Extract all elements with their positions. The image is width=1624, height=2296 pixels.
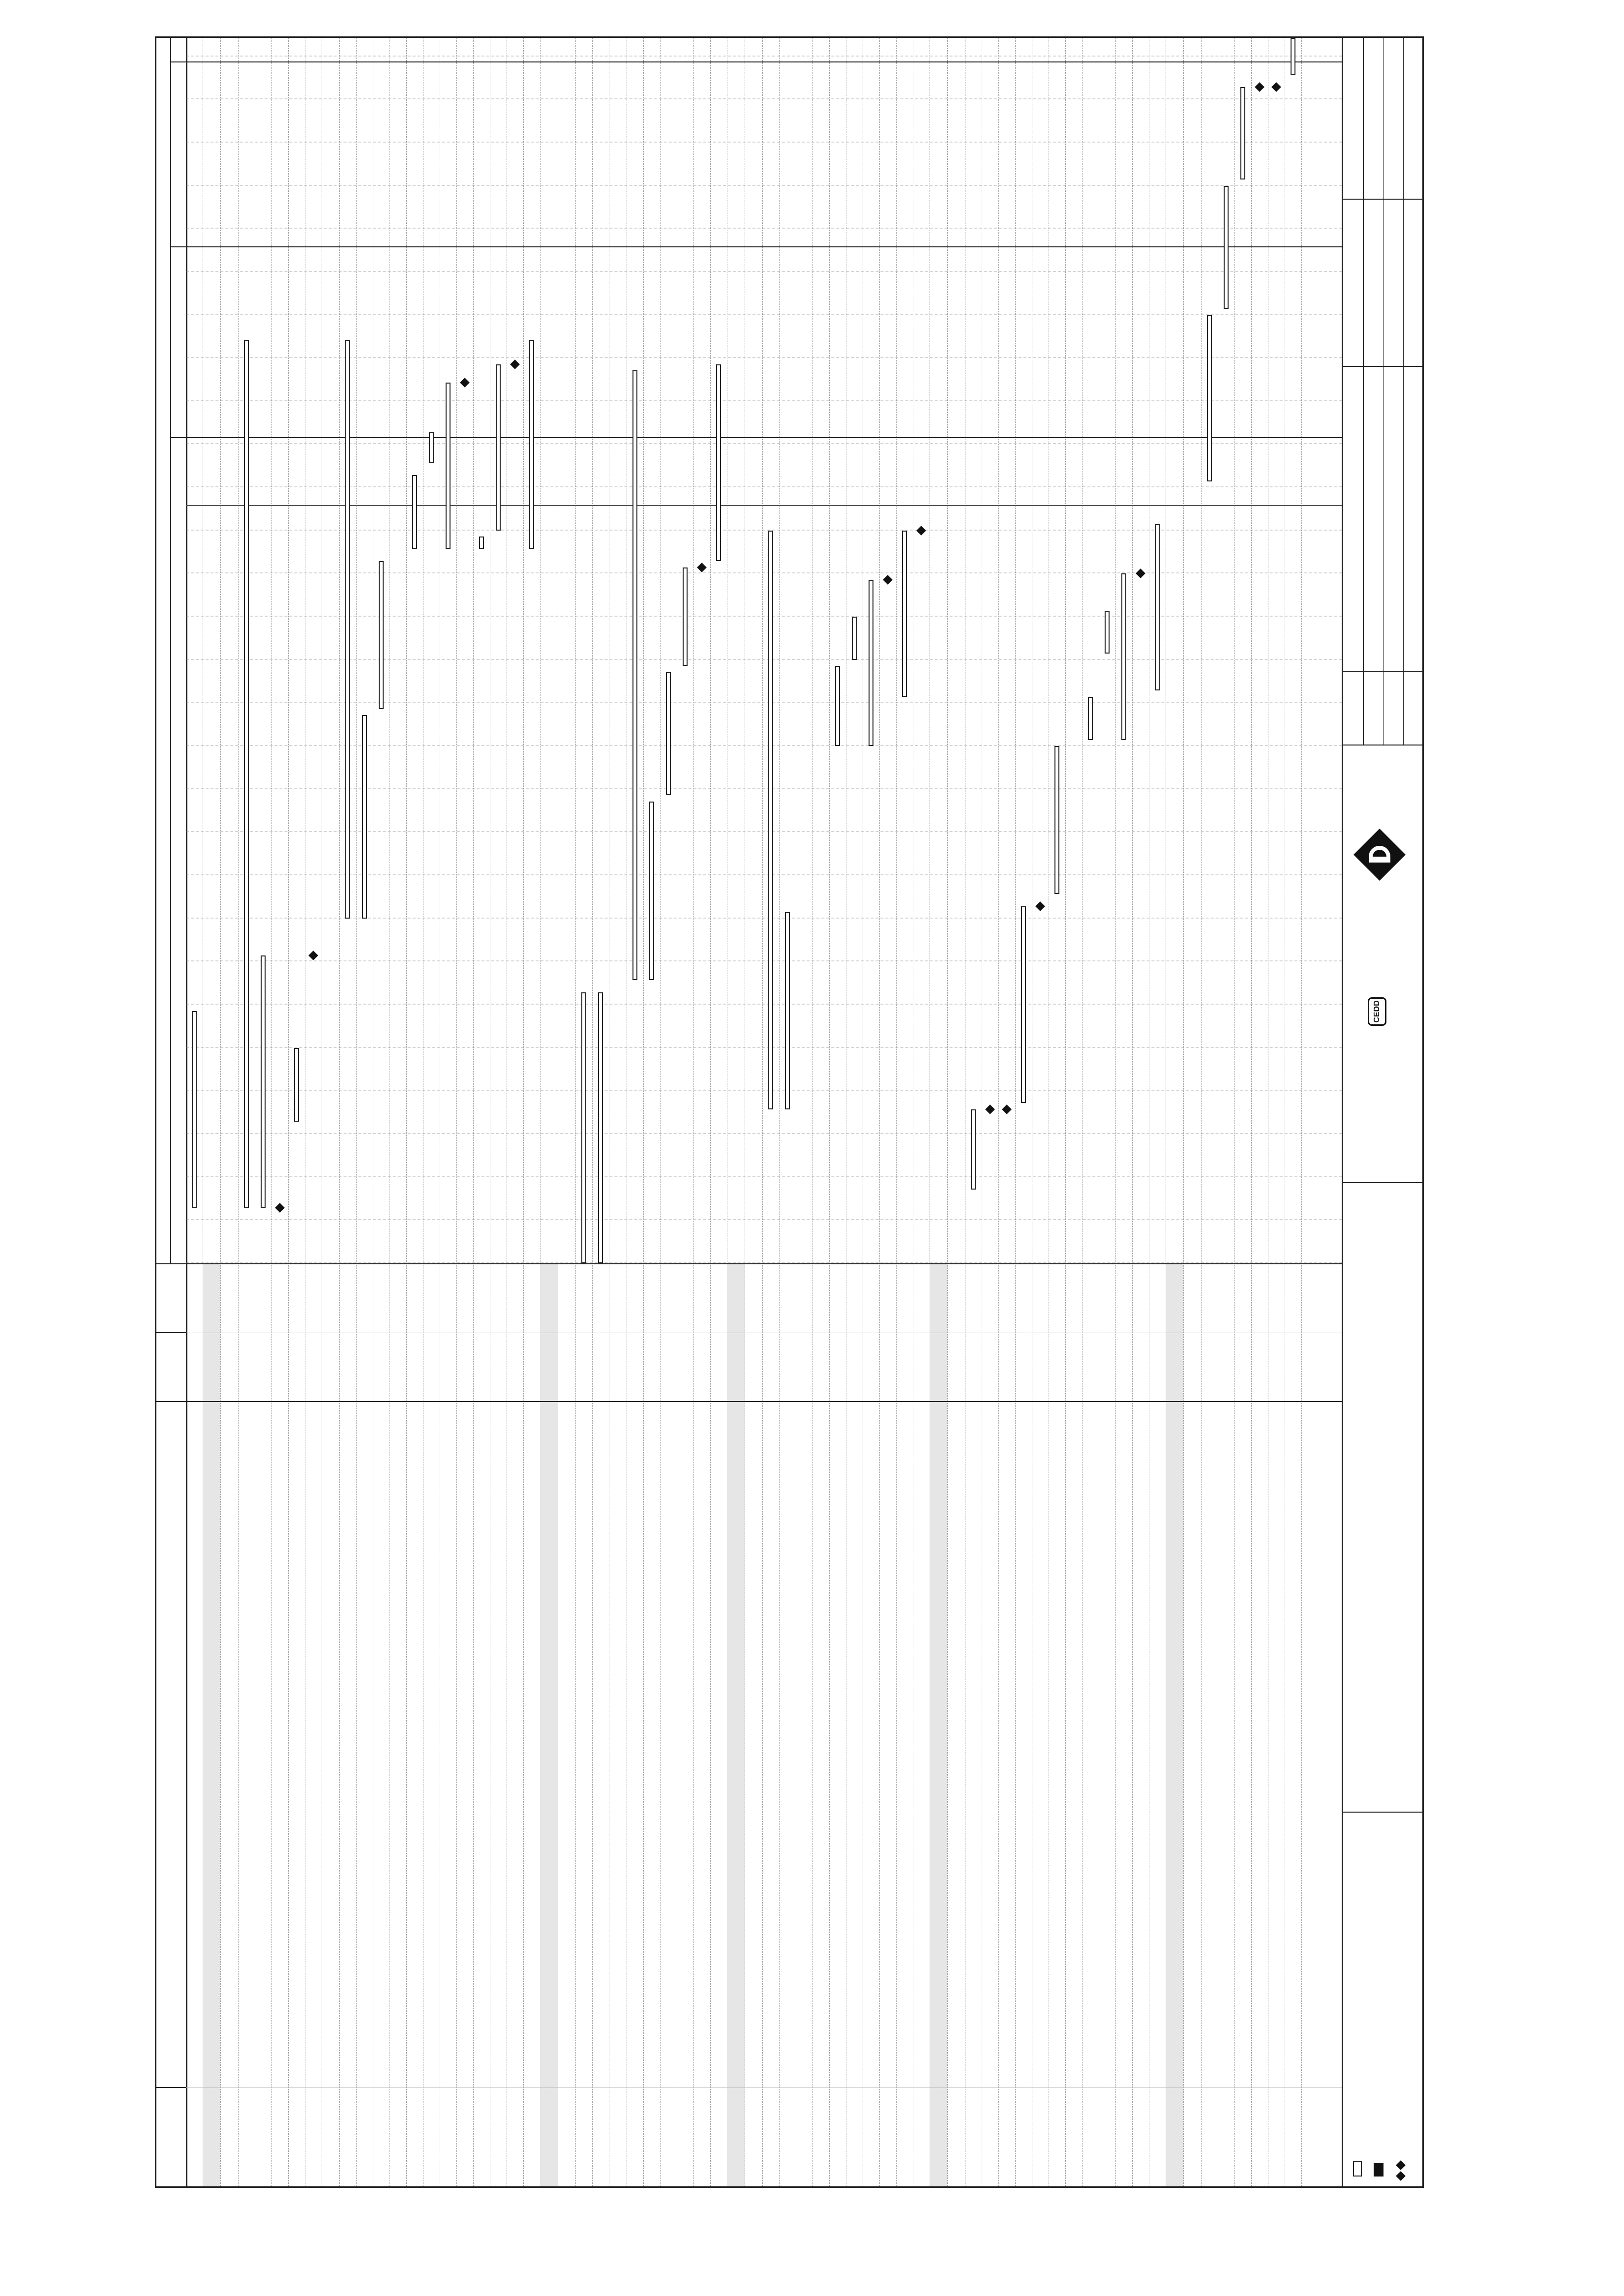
baseline-bar bbox=[1105, 611, 1110, 654]
week-gridline bbox=[186, 142, 1342, 143]
milestone-marker bbox=[1255, 82, 1264, 92]
baseline-bar bbox=[852, 617, 857, 660]
baseline-bar bbox=[1207, 315, 1212, 481]
week-gridline bbox=[186, 98, 1342, 99]
week-gridline bbox=[186, 56, 1342, 57]
month-divider bbox=[186, 61, 1342, 62]
section-band bbox=[930, 1264, 947, 2186]
milestone-marker bbox=[883, 575, 893, 585]
baseline-bar bbox=[768, 531, 773, 1109]
title-block bbox=[1343, 1182, 1424, 1813]
week-gridline bbox=[186, 1219, 1342, 1220]
week-gridline bbox=[186, 1090, 1342, 1091]
baseline-bar bbox=[785, 912, 790, 1109]
baseline-bar bbox=[835, 666, 840, 746]
week-gridline bbox=[186, 530, 1342, 531]
week-gridline bbox=[186, 1004, 1342, 1005]
baseline-bar bbox=[902, 531, 907, 697]
legend bbox=[1343, 1812, 1424, 2186]
baseline-bar bbox=[581, 992, 586, 1263]
baseline-bar bbox=[1224, 186, 1229, 309]
schedule-frame bbox=[155, 36, 1424, 2188]
week-gridline bbox=[186, 960, 1342, 961]
section-band bbox=[203, 1264, 220, 2186]
week-gridline bbox=[186, 788, 1342, 789]
milestone-icon bbox=[1396, 2160, 1406, 2170]
milestone-marker bbox=[697, 563, 707, 572]
week-gridline bbox=[186, 185, 1342, 186]
milestone-marker bbox=[275, 1203, 285, 1213]
week-gridline bbox=[186, 745, 1342, 746]
week-gridline bbox=[186, 486, 1342, 487]
milestone-marker bbox=[1002, 1104, 1012, 1114]
week-gridline bbox=[186, 702, 1342, 703]
week-gridline bbox=[186, 616, 1342, 617]
baseline-bar bbox=[294, 1048, 299, 1122]
milestone-marker bbox=[1271, 82, 1281, 92]
baseline-bar bbox=[496, 364, 501, 531]
week-gridline bbox=[186, 831, 1342, 832]
baseline-bar bbox=[479, 537, 484, 549]
baseline-bar bbox=[598, 992, 603, 1263]
baseline-bar bbox=[1121, 573, 1126, 740]
week-gridline bbox=[186, 314, 1342, 315]
week-gridline bbox=[186, 400, 1342, 401]
milestone-marker bbox=[1035, 901, 1045, 911]
gantt-chart bbox=[186, 38, 1342, 1263]
milestone-marker bbox=[510, 359, 520, 369]
week-gridline bbox=[186, 874, 1342, 875]
baseline-bar bbox=[683, 567, 688, 666]
baseline-bar bbox=[446, 383, 451, 549]
baseline-bar bbox=[529, 340, 534, 549]
baseline-bar bbox=[971, 1109, 976, 1190]
section-band bbox=[727, 1264, 745, 2186]
column-header bbox=[156, 38, 187, 2186]
baseline-bar bbox=[379, 561, 384, 709]
month-divider bbox=[170, 61, 186, 62]
baseline-bar bbox=[1155, 524, 1160, 690]
baseline-bar bbox=[1291, 38, 1295, 75]
baseline-bar bbox=[192, 1011, 197, 1208]
milestone-marker bbox=[916, 526, 926, 536]
baseline-swatch bbox=[1353, 2161, 1362, 2177]
baseline-bar bbox=[1088, 697, 1093, 740]
baseline-bar bbox=[1021, 906, 1026, 1103]
baseline-bar bbox=[429, 432, 434, 463]
baseline-bar bbox=[261, 955, 266, 1208]
baseline-bar bbox=[716, 364, 721, 562]
week-gridline bbox=[186, 572, 1342, 573]
baseline-bar bbox=[632, 370, 637, 980]
baseline-bar bbox=[1054, 746, 1059, 894]
milestone-icon bbox=[1396, 2171, 1406, 2181]
baseline-bar bbox=[345, 340, 350, 919]
data-date-line bbox=[186, 505, 1342, 506]
week-gridline bbox=[186, 271, 1342, 272]
baseline-bar bbox=[362, 716, 367, 919]
baseline-bar bbox=[666, 672, 671, 795]
baseline-bar bbox=[1240, 87, 1245, 179]
section-band bbox=[540, 1264, 558, 2186]
month-divider bbox=[186, 437, 1342, 438]
critical-swatch bbox=[1374, 2163, 1383, 2177]
milestone-marker bbox=[308, 951, 318, 960]
week-gridline bbox=[186, 1047, 1342, 1048]
week-gridline bbox=[186, 228, 1342, 229]
week-gridline bbox=[186, 659, 1342, 660]
baseline-bar bbox=[869, 580, 873, 746]
milestone-marker bbox=[1136, 569, 1145, 579]
week-gridline bbox=[186, 1176, 1342, 1177]
milestone-marker bbox=[460, 378, 470, 388]
footer bbox=[1342, 38, 1424, 2186]
baseline-bar bbox=[412, 475, 417, 549]
month-divider bbox=[186, 246, 1342, 247]
revision-table bbox=[1343, 38, 1424, 745]
baseline-bar bbox=[649, 802, 654, 980]
week-gridline bbox=[186, 918, 1342, 919]
baseline-bar bbox=[244, 340, 249, 1208]
month-divider bbox=[170, 246, 186, 247]
week-gridline bbox=[186, 357, 1342, 358]
milestone-marker bbox=[985, 1104, 995, 1114]
logo-block bbox=[1343, 745, 1424, 1183]
section-band bbox=[1166, 1264, 1183, 2186]
month-divider bbox=[170, 437, 186, 438]
week-gridline bbox=[186, 444, 1342, 445]
week-gridline bbox=[186, 1133, 1342, 1134]
cedd-logo-icon: CEDD bbox=[1368, 997, 1386, 1026]
